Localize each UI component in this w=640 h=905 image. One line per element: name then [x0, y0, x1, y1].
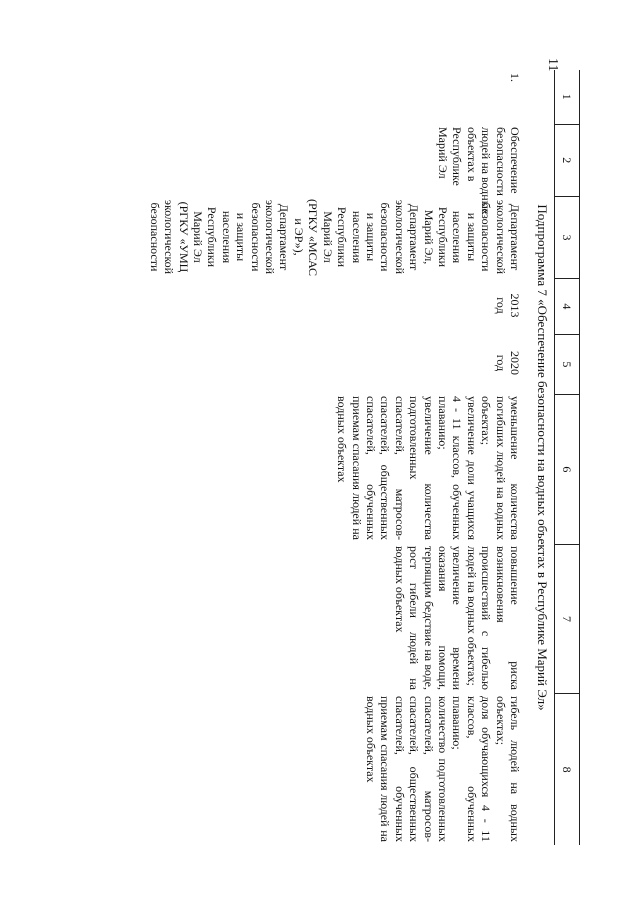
executor-line: (РГКУ «МСАС — [306, 199, 321, 277]
column-number: 3 — [555, 197, 579, 279]
indicator-item: гибель людей на водных объектах; — [493, 696, 522, 842]
executor-line: Республики — [435, 206, 450, 268]
measure-name — [147, 124, 522, 215]
column-number: 1 — [555, 70, 579, 125]
measure-name-line: Обеспечение — [508, 127, 522, 194]
expected-result-item: увеличение доли учащихся 4 - 11 классов, обученных плаванию; — [435, 396, 479, 540]
row-number: 1. — [508, 73, 522, 82]
executor-line: и защиты — [363, 212, 378, 262]
executor-line: безопасности — [378, 202, 393, 272]
executor-line: безопасности — [248, 202, 263, 272]
executor-line: экологической — [493, 199, 508, 275]
expected-result-item: уменьшение количества погибших людей на водных объектах; — [479, 396, 522, 540]
measure-name-line: безопасности — [493, 127, 508, 196]
page-number: 11 — [545, 58, 560, 72]
executor-line: Республики — [205, 206, 220, 268]
executor — [147, 196, 522, 278]
executor-line: экологической — [392, 199, 407, 275]
executor-line: населения — [219, 210, 234, 264]
executor-line: Республики — [335, 206, 350, 268]
column-number: 7 — [555, 545, 579, 695]
executor-line: Департамент — [508, 203, 522, 271]
column-number: 4 — [555, 279, 579, 335]
measure-name-line: Марий Эл — [435, 127, 450, 179]
column-number: 2 — [555, 125, 579, 197]
consequence-item: увеличение времени оказания помощи, терпящим бедствие на воде, рост гибели людей на водных объектах — [392, 546, 465, 690]
executor-line: Марий Эл — [191, 211, 206, 263]
expected-result-item: увеличение количества подготовленных спасателей, матросов-спасателей, общественных спасателей, обученных приемам спасания людей на водных объектах — [335, 396, 436, 540]
executor-line: населения — [450, 210, 465, 264]
executor-line: и ЭР»), — [291, 218, 306, 256]
table-row — [147, 70, 522, 845]
column-number: 8 — [560, 766, 575, 773]
measure-name-line: Республике — [450, 127, 465, 186]
start-year-unit: год — [493, 297, 508, 314]
executor-line: и защиты — [464, 212, 479, 262]
executor-line: экологической — [263, 199, 278, 275]
consequences — [147, 543, 522, 693]
executor-line: экологической — [162, 199, 177, 275]
rotated-table — [110, 70, 580, 845]
end-year-value: 2020 — [508, 351, 522, 375]
end-year-unit: год — [493, 354, 508, 372]
measure-name-line: людей на водных — [479, 127, 494, 215]
executor-line: Марий Эл, — [421, 209, 436, 265]
start-year — [147, 278, 522, 333]
executor-line: и защиты — [234, 212, 249, 262]
executor-line: Департамент — [407, 203, 422, 271]
executor-line: Департамент — [277, 203, 292, 271]
end-year — [147, 333, 522, 393]
executor-line: населения — [349, 210, 364, 264]
executor-line: Марий Эл — [320, 211, 335, 263]
column-number-row — [554, 70, 580, 845]
consequence-item: повышение риска возникновения происшествий с гибелью людей на водных объектах; — [464, 546, 522, 690]
expected-result — [147, 393, 522, 543]
column-number: 6 — [555, 395, 579, 545]
column-number: 5 — [555, 335, 579, 395]
start-year-value: 2013 — [508, 293, 522, 318]
subprogram-title: Подпрограмма 7 «Обеспечение безопасности на водных объектах в Республике Марий Эл» — [535, 204, 550, 711]
executor-line: безопасности — [479, 202, 494, 272]
executor-line: безопасности — [147, 202, 162, 272]
executor-line: (РГКУ «УМЦ — [176, 201, 191, 273]
indicator-item: доля обучающихся 4 - 11 классов, обученных плаванию; — [450, 696, 494, 842]
measure-name-line: объектах в — [464, 127, 479, 182]
indicator-item: количество подготовленных спасателей, матросов-спасателей, общественных спасателей, обученных приемам спасания людей на водных объектах — [363, 696, 450, 842]
indicators — [147, 693, 522, 845]
